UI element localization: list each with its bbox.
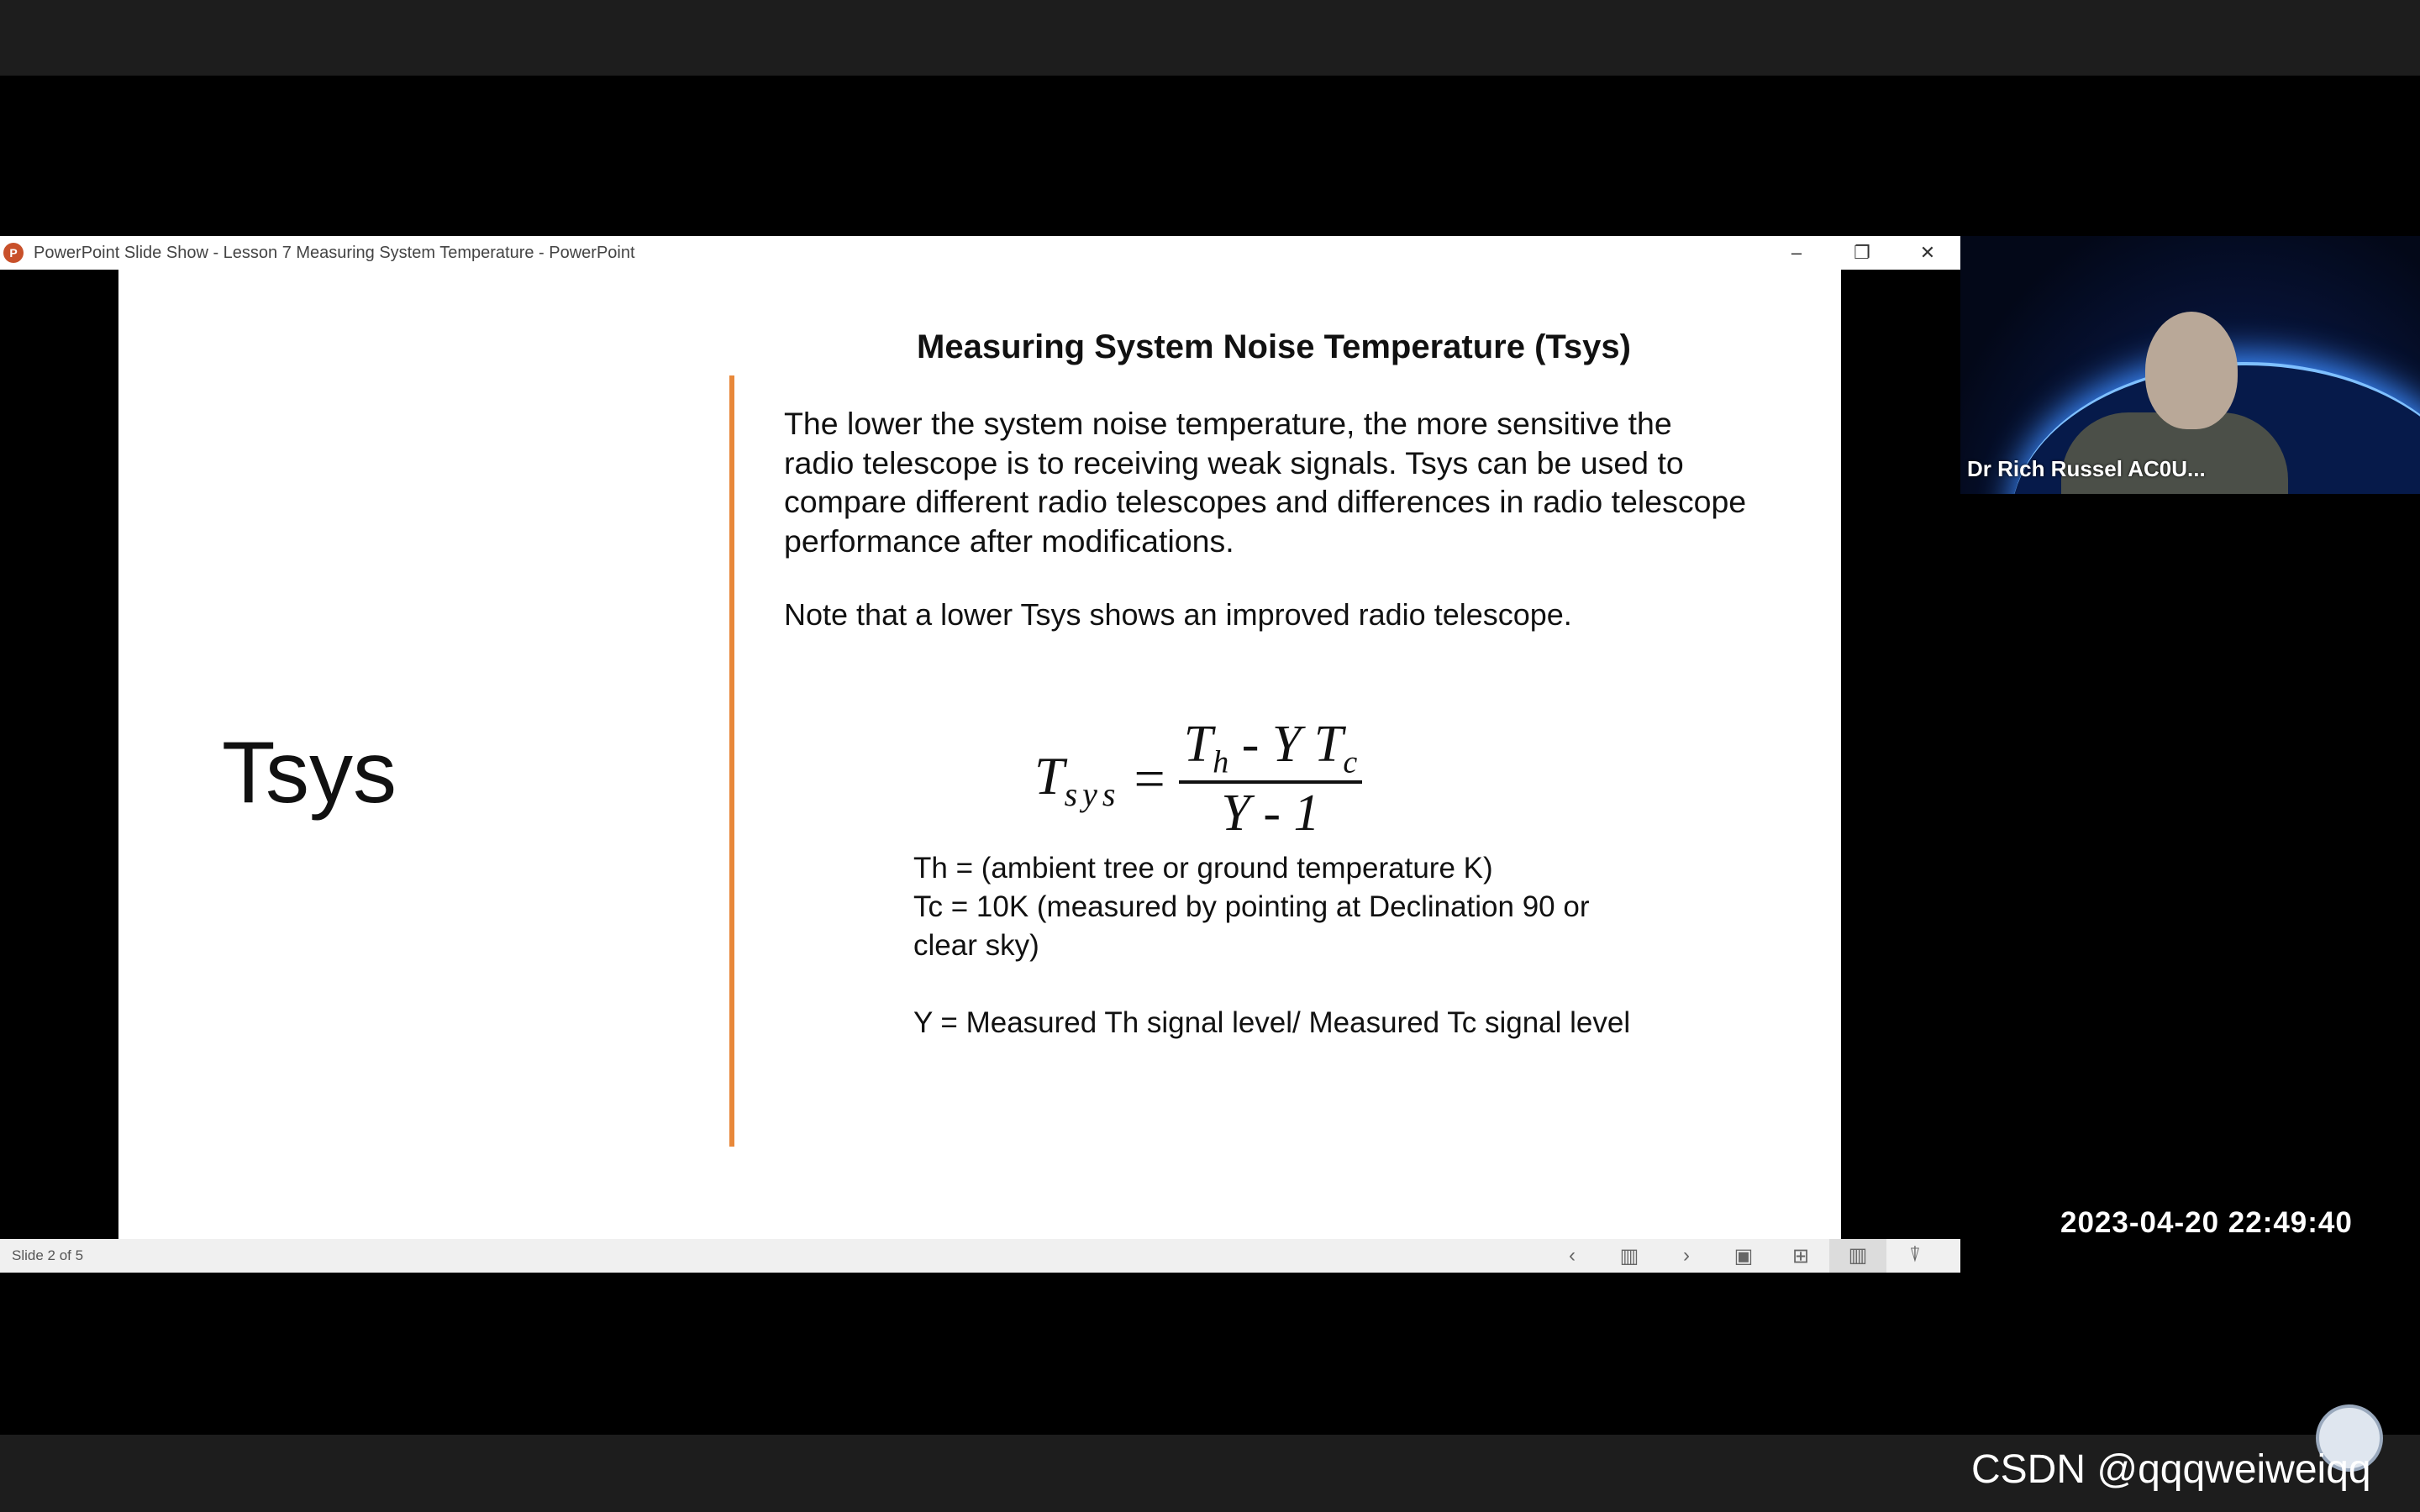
slide-title: Measuring System Noise Temperature (Tsys) — [917, 328, 1631, 365]
blank-line — [913, 965, 1630, 1004]
slide-menu-icon[interactable]: ▥ — [1619, 1244, 1639, 1268]
definition-tc-cont: clear sky) — [913, 929, 1039, 962]
title-bar — [0, 236, 1960, 270]
webcam-tile — [1960, 236, 2420, 494]
definitions — [913, 849, 1630, 1042]
definition-tc: Tc = 10K (measured by pointing at Declination 90 or — [913, 890, 1590, 923]
definition-y: Y = Measured Th signal level/ Measured Tc signal level — [913, 1006, 1631, 1039]
formula-denominator: Y - 1 — [1221, 785, 1320, 843]
slide-sorter-icon[interactable]: ⊞ — [1791, 1244, 1810, 1268]
slide-counter: Slide 2 of 5 — [12, 1247, 84, 1263]
top-bar — [0, 0, 2420, 76]
previous-slide-icon[interactable]: ‹ — [1569, 1244, 1576, 1267]
reading-view-icon[interactable]: ▥ — [1829, 1239, 1886, 1273]
watermark: CSDN @qqqweiweiqq — [1971, 1447, 2371, 1492]
formula-fraction — [1179, 715, 1362, 843]
formula-lhs: $T_{sys}$ — [1034, 745, 1121, 813]
tsys-formula — [1034, 715, 1362, 843]
timestamp: 2023-04-20 22:49:40 — [2060, 1206, 2353, 1239]
restore-button[interactable]: ❐ — [1854, 242, 1870, 263]
slideshow-window — [0, 236, 1960, 1273]
formula-equals: = — [1134, 748, 1165, 810]
definition-th: Th = (ambient tree or ground temperature K) — [913, 852, 1493, 885]
body-text: The lower the system noise temperature, the more sensitive the radio telescope is to receiving weak signals. Tsys can be used to compare different radio telescopes and differences in radio telescope performance after modifications. — [784, 406, 1747, 559]
section-label: Tsys — [222, 724, 397, 822]
divider-line — [729, 375, 734, 1147]
participant-name: Dr Rich Russel AC0U... — [1967, 456, 2206, 481]
note-text: Note that a lower Tsys shows an improved radio telescope. — [784, 597, 1572, 632]
slide — [118, 270, 1841, 1239]
window-title: PowerPoint Slide Show - Lesson 7 Measuring System Temperature - PowerPoint — [34, 243, 635, 262]
normal-view-icon[interactable]: ▣ — [1733, 1244, 1754, 1268]
powerpoint-icon: P — [3, 243, 24, 263]
formula-numerator: $T_h$ - Y $T_c$ — [1179, 715, 1362, 784]
next-slide-icon[interactable]: › — [1683, 1244, 1690, 1267]
slideshow-view-icon[interactable]: ⍒ — [1908, 1244, 1922, 1267]
minimize-button[interactable]: – — [1791, 242, 1802, 263]
close-button[interactable]: ✕ — [1919, 242, 1936, 263]
status-bar — [0, 1239, 1960, 1273]
